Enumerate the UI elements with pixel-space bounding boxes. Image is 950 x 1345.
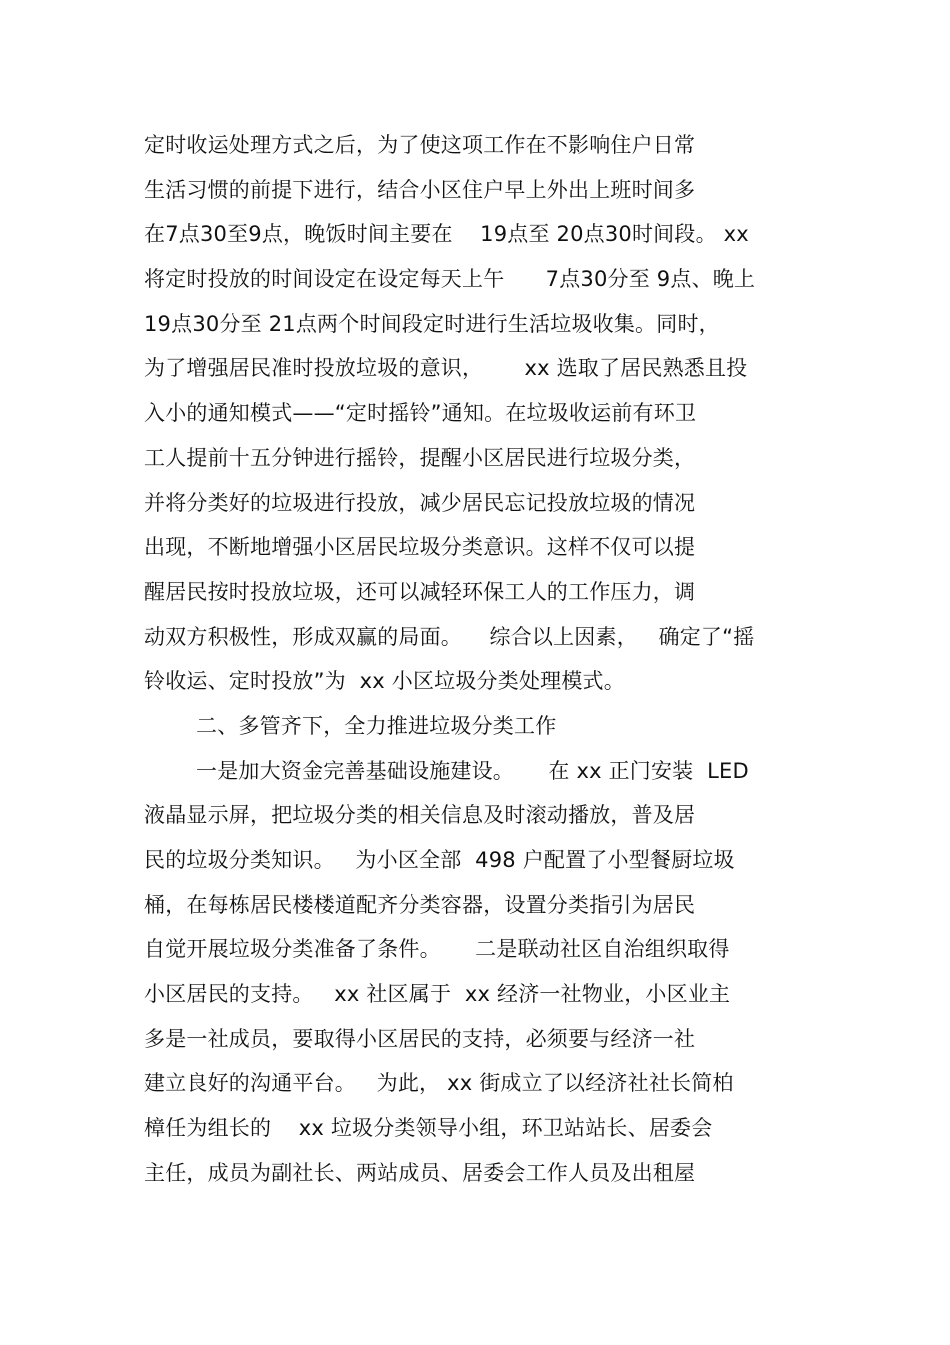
text-line: 入小的通知模式——“定时摇铃”通知。在垃圾收运前有环卫 xyxy=(144,401,697,426)
text-line: 多是一社成员，要取得小区居民的支持，必须要与经济一社 xyxy=(144,1026,696,1051)
text-line: 在7点30至9点，晚饭时间主要在 19点至 20点30时间段。 xx xyxy=(144,222,749,247)
text-line: 工人提前十五分钟进行摇铃，提醒小区居民进行垃圾分类， xyxy=(144,445,696,470)
text-line: 生活习惯的前提下进行，结合小区住户早上外出上班时间多 xyxy=(144,177,696,202)
text-line: 小区居民的支持。 xx 社区属于 xx 经济一社物业，小区业主 xyxy=(144,982,731,1007)
text-line: 出现，不断地增强小区居民垃圾分类意识。这样不仅可以提 xyxy=(144,535,696,560)
body-text xyxy=(144,123,824,1196)
text-line: 铃收运、定时投放”为 xx 小区垃圾分类处理模式。 xyxy=(144,669,625,694)
text-line: 将定时投放的时间设定在设定每天上午 7点30分至 9点、晚上 xyxy=(144,267,756,292)
section-heading: 二、多管齐下，全力推进垃圾分类工作 xyxy=(196,713,557,738)
text-line: 并将分类好的垃圾进行投放，减少居民忘记投放垃圾的情况 xyxy=(144,490,696,515)
text-line: 主任，成员为副社长、两站成员、居委会工作人员及出租屋 xyxy=(144,1160,696,1185)
paragraph-start: 一是加大资金完善基础设施建设。 在 xx 正门安装 LED xyxy=(196,758,749,783)
text-line: 为了增强居民准时投放垃圾的意识， xx 选取了居民熟悉且投 xyxy=(144,356,748,381)
text-line: 建立良好的沟通平台。 为此， xx 街成立了以经济社社长简柏 xyxy=(144,1071,734,1096)
text-line: 液晶显示屏，把垃圾分类的相关信息及时滚动播放，普及居 xyxy=(144,803,696,828)
text-line: 定时收运处理方式之后，为了使这项工作在不影响住户日常 xyxy=(144,133,696,157)
text-line: 动双方积极性，形成双赢的局面。 综合以上因素， 确定了“摇 xyxy=(144,624,755,649)
text-line: 民的垃圾分类知识。 为小区全部 498 户配置了小型餐厨垃圾 xyxy=(144,848,735,872)
text-line: 桶，在每栋居民楼楼道配齐分类容器，设置分类指引为居民 xyxy=(144,892,696,917)
text-line: 醒居民按时投放垃圾，还可以减轻环保工人的工作压力，调 xyxy=(144,579,696,604)
text-line: 自觉开展垃圾分类准备了条件。 二是联动社区自治组织取得 xyxy=(144,937,730,962)
text-line: 樟任为组长的 xx 垃圾分类领导小组，环卫站站长、居委会 xyxy=(144,1116,713,1141)
text-line: 19点30分至 21点两个时间段定时进行生活垃圾收集。同时， xyxy=(144,311,720,336)
